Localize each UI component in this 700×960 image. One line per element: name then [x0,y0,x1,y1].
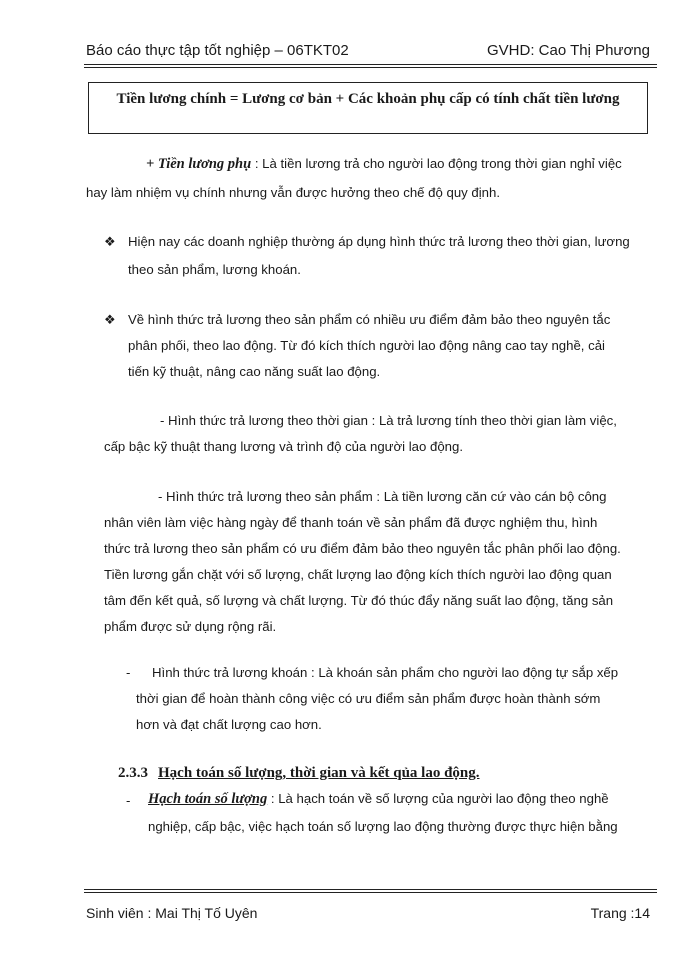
paragraph-salary-secondary: + Tiền lương phụ : Là tiền lương trả cho người lao động trong thời gian nghỉ việc [146,156,622,172]
term-quantity-accounting: Hạch toán số lượng [148,791,268,807]
term-secondary-salary: + Tiền lương phụ [146,156,252,172]
header-supervisor: GVHD: Cao Thị Phương [486,42,650,59]
dash-marker: - [126,793,131,808]
bullet-line: Hiện nay các doanh nghiệp thường áp dụng hình thức trả lương theo thời gian, lương [128,234,630,249]
paragraph-line: hơn và đạt chất lượng cao hơn. [136,717,322,732]
formula-text: Tiền lương chính = Lương cơ bản + Các khoản phụ cấp có tính chất tiền lương [116,91,620,107]
paragraph-line: nhân viên làm việc hàng ngày để thanh toán về sản phẩm đã được nghiệm thu, hình [104,515,598,530]
paragraph-product-based: - Hình thức trả lương theo sản phẩm : Là tiền lương căn cứ vào cán bộ công [158,489,607,504]
paragraph-line: nghiệp, cấp bậc, việc hạch toán số lượng lao động thường được thực hiện bằng [148,819,618,834]
paragraph-line: phẩm được sử dụng rộng rãi. [104,619,277,634]
paragraph-piecework: Hình thức trả lương khoán : Là khoán sản phẩm cho người lao động tự sắp xếp [152,665,619,680]
bullet-line: phân phối, theo lao động. Từ đó kích thích người lao động nâng cao tay nghề, cải [128,338,605,353]
footer-rule-2 [84,892,657,893]
section-number: 2.3.3 [118,765,148,781]
header-rule-2 [84,67,657,68]
header-rule [84,64,657,65]
section-title: Hạch toán số lượng, thời gian và kết qủa lao động. [158,765,480,781]
bullet-marker: ❖ [104,234,116,249]
paragraph-line: cấp bậc kỹ thuật thang lương và trình độ của người lao động. [104,439,464,454]
footer-page-number: Trang :14 [590,905,650,921]
paragraph-line: hay làm nhiệm vụ chính nhưng vẫn được hưởng theo chế độ quy định. [86,185,501,200]
paragraph-line: tâm đến kết quả, số lượng và chất lượng. Từ đó thúc đẩy năng suất lao động, tăng sản [104,593,614,608]
paragraph-line: thức trả lương theo sản phẩm có ưu điểm đảm bảo theo nguyên tắc phân phối lao động. [104,541,621,556]
paragraph-time-based: - Hình thức trả lương theo thời gian : Là trả lương tính theo thời gian làm việc, [160,413,617,428]
paragraph-line: thời gian để hoàn thành công việc có ưu điểm sản phẩm được hoàn thành sớm [136,691,601,706]
bullet-line: theo sản phẩm, lương khoán. [128,262,301,277]
header-report-title: Báo cáo thực tập tốt nghiệp – 06TKT02 [86,42,349,59]
bullet-marker: ❖ [104,312,116,327]
paragraph-quantity-accounting: Hạch toán số lượng : Là hạch toán về số lượng của người lao động theo nghề [148,791,609,807]
footer-rule [84,889,657,890]
bullet-line: tiến kỹ thuật, nâng cao năng suất lao động. [128,364,381,379]
paragraph-line: Tiền lương gắn chặt với số lượng, chất lượng lao động kích thích người lao động quan [104,567,612,582]
formula-box [88,82,648,134]
footer-student: Sinh viên : Mai Thị Tố Uyên [86,905,258,921]
bullet-line: Về hình thức trả lương theo sản phẩm có nhiều ưu điểm đảm bảo theo nguyên tắc [128,312,611,327]
dash-marker: - [126,665,131,680]
